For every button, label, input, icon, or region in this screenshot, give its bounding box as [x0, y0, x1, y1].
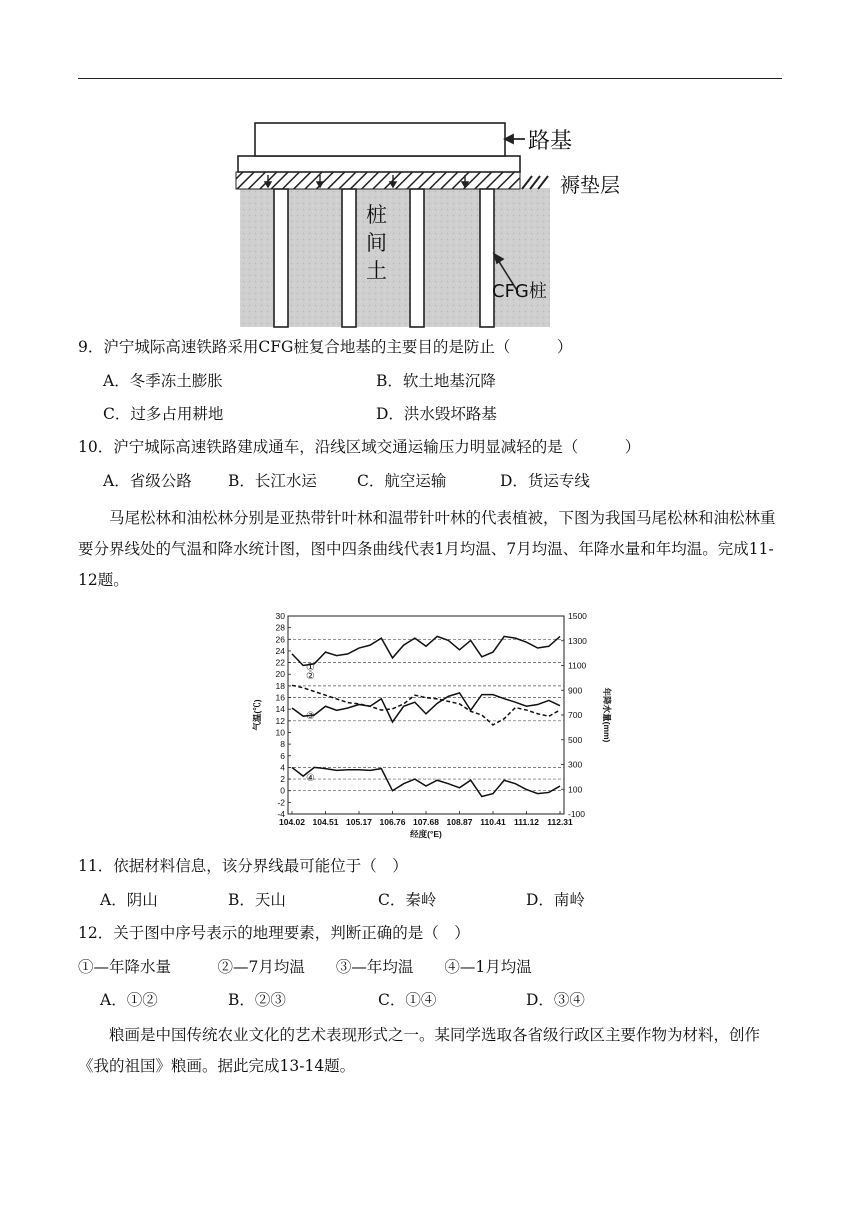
y-tick-label: 12 [275, 715, 285, 726]
x-tick-label: 105.17 [346, 817, 372, 827]
x-tick-label: 104.51 [312, 817, 339, 827]
q11-option-d[interactable]: D．南岭 [526, 891, 585, 909]
y-tick-label: 4 [280, 762, 285, 773]
q12-option-d[interactable]: D．③④ [526, 991, 585, 1009]
y2-tick-label: 1100 [568, 660, 587, 671]
y-tick-label: 16 [275, 692, 285, 703]
q10-option-d[interactable]: D．货运专线 [500, 472, 590, 490]
x-tick-label: 108.87 [446, 817, 473, 827]
q9-option-b[interactable]: B．软土地基沉降 [376, 372, 496, 390]
series-label-2: ② [306, 670, 315, 682]
q9-option-a[interactable]: A．冬季冻土膨胀 [103, 372, 223, 390]
pile [410, 189, 424, 327]
y2-axis-label: 年降水量(mm) [602, 687, 612, 743]
x-tick-label: 104.02 [279, 817, 305, 827]
y2-tick-label: 900 [568, 685, 583, 696]
series-line-2 [292, 685, 560, 725]
y2-tick-label: 100 [568, 784, 583, 795]
q12-option-c[interactable]: C．①④ [378, 991, 437, 1009]
y2-tick-label: 700 [568, 710, 583, 720]
label-cfg-pile: CFG桩 [492, 281, 547, 302]
series-label-1: ① [306, 662, 315, 674]
intro-paragraph-1: 马尾松林和油松林分别是亚热带针叶林和温带针叶林的代表植被，下图为我国马尾松林和油松林重要分界线处的气温和降水统计图，图中四条曲线代表1月均温、7月均温、年降水量和年均温。完成11-12题。 [78, 509, 776, 589]
q12-option-b[interactable]: B．②③ [228, 991, 286, 1009]
q10-option-a[interactable]: A．省级公路 [103, 472, 192, 490]
q11-option-a[interactable]: A．阴山 [100, 891, 158, 909]
series-label-3: ③ [306, 711, 315, 723]
y-tick-label: -4 [277, 809, 285, 819]
series-line-4 [292, 767, 560, 796]
pile [274, 189, 288, 327]
y-tick-label: 30 [275, 611, 285, 621]
cushion-layer [236, 172, 520, 189]
y-tick-label: 22 [275, 657, 285, 668]
label-roadbed: 路基 [528, 129, 573, 154]
pile [480, 189, 494, 327]
y-tick-label: 24 [275, 645, 285, 656]
x-tick-label: 107.68 [413, 817, 439, 827]
label-soil-1: 桩 [366, 203, 387, 227]
header-rule [78, 78, 782, 79]
y-tick-label: 6 [280, 750, 285, 761]
q11-stem: 11．依据材料信息，该分界线最可能位于（ ） [78, 857, 408, 875]
y-tick-label: 10 [275, 727, 285, 738]
y-tick-label: 0 [280, 785, 285, 796]
y-tick-label: 20 [275, 669, 285, 680]
q11-option-b[interactable]: B．天山 [228, 891, 286, 909]
q10-option-c[interactable]: C．航空运输 [357, 472, 447, 490]
label-cushion: 褥垫层 [560, 173, 620, 197]
series-line-1 [292, 636, 560, 665]
roadbed [255, 123, 505, 156]
y-tick-label: 28 [275, 622, 285, 633]
y-tick-label: -2 [277, 797, 285, 808]
q12-items: ①—年降水量 ②—7月均温 ③—年均温 ④—1月均温 [78, 958, 532, 976]
x-tick-label: 111.12 [513, 817, 540, 827]
x-tick-label: 110.41 [480, 817, 506, 827]
q10-stem: 10．沪宁城际高速铁路建成通车，沿线区域交通运输压力明显减轻的是（ ） [78, 438, 641, 456]
y2-tick-label: 1500 [568, 611, 587, 621]
q12-option-a[interactable]: A．①② [100, 991, 158, 1009]
series-label-4: ④ [306, 773, 315, 785]
y2-tick-label: 1300 [568, 635, 587, 646]
y2-tick-label: -100 [568, 809, 586, 819]
y2-tick-label: 500 [568, 734, 583, 745]
y-axis-label: 气温(℃) [252, 699, 262, 731]
label-soil-2: 间 [366, 231, 387, 255]
y2-tick-label: 300 [568, 759, 583, 770]
q12-stem: 12．关于图中序号表示的地理要素，判断正确的是（ ） [78, 924, 470, 942]
x-tick-label: 106.76 [379, 817, 406, 827]
q9-stem: 9．沪宁城际高速铁路采用CFG桩复合地基的主要目的是防止（ ） [78, 338, 573, 356]
cfg-pile-diagram [200, 112, 670, 327]
q9-option-c[interactable]: C．过多占用耕地 [103, 405, 224, 423]
q11-option-c[interactable]: C．秦岭 [378, 891, 437, 909]
pile [342, 189, 356, 327]
q10-option-b[interactable]: B．长江水运 [228, 472, 317, 490]
intro-paragraph-2: 粮画是中国传统农业文化的艺术表现形式之一。某同学选取各省级行政区主要作物为材料，创作《我的祖国》粮画。据此完成13-14题。 [78, 1026, 761, 1075]
climate-line-chart [248, 606, 612, 842]
x-tick-label: 112.31 [547, 817, 573, 827]
q9-option-d[interactable]: D．洪水毁坏路基 [376, 405, 497, 423]
y-tick-label: 18 [275, 680, 285, 691]
slab [238, 156, 520, 172]
label-soil-3: 土 [366, 259, 387, 283]
y-tick-label: 2 [280, 774, 285, 785]
y-tick-label: 8 [280, 739, 285, 750]
x-axis-label: 经度(°E) [410, 829, 442, 839]
y-tick-label: 26 [275, 634, 285, 645]
y-tick-label: 14 [275, 704, 285, 715]
